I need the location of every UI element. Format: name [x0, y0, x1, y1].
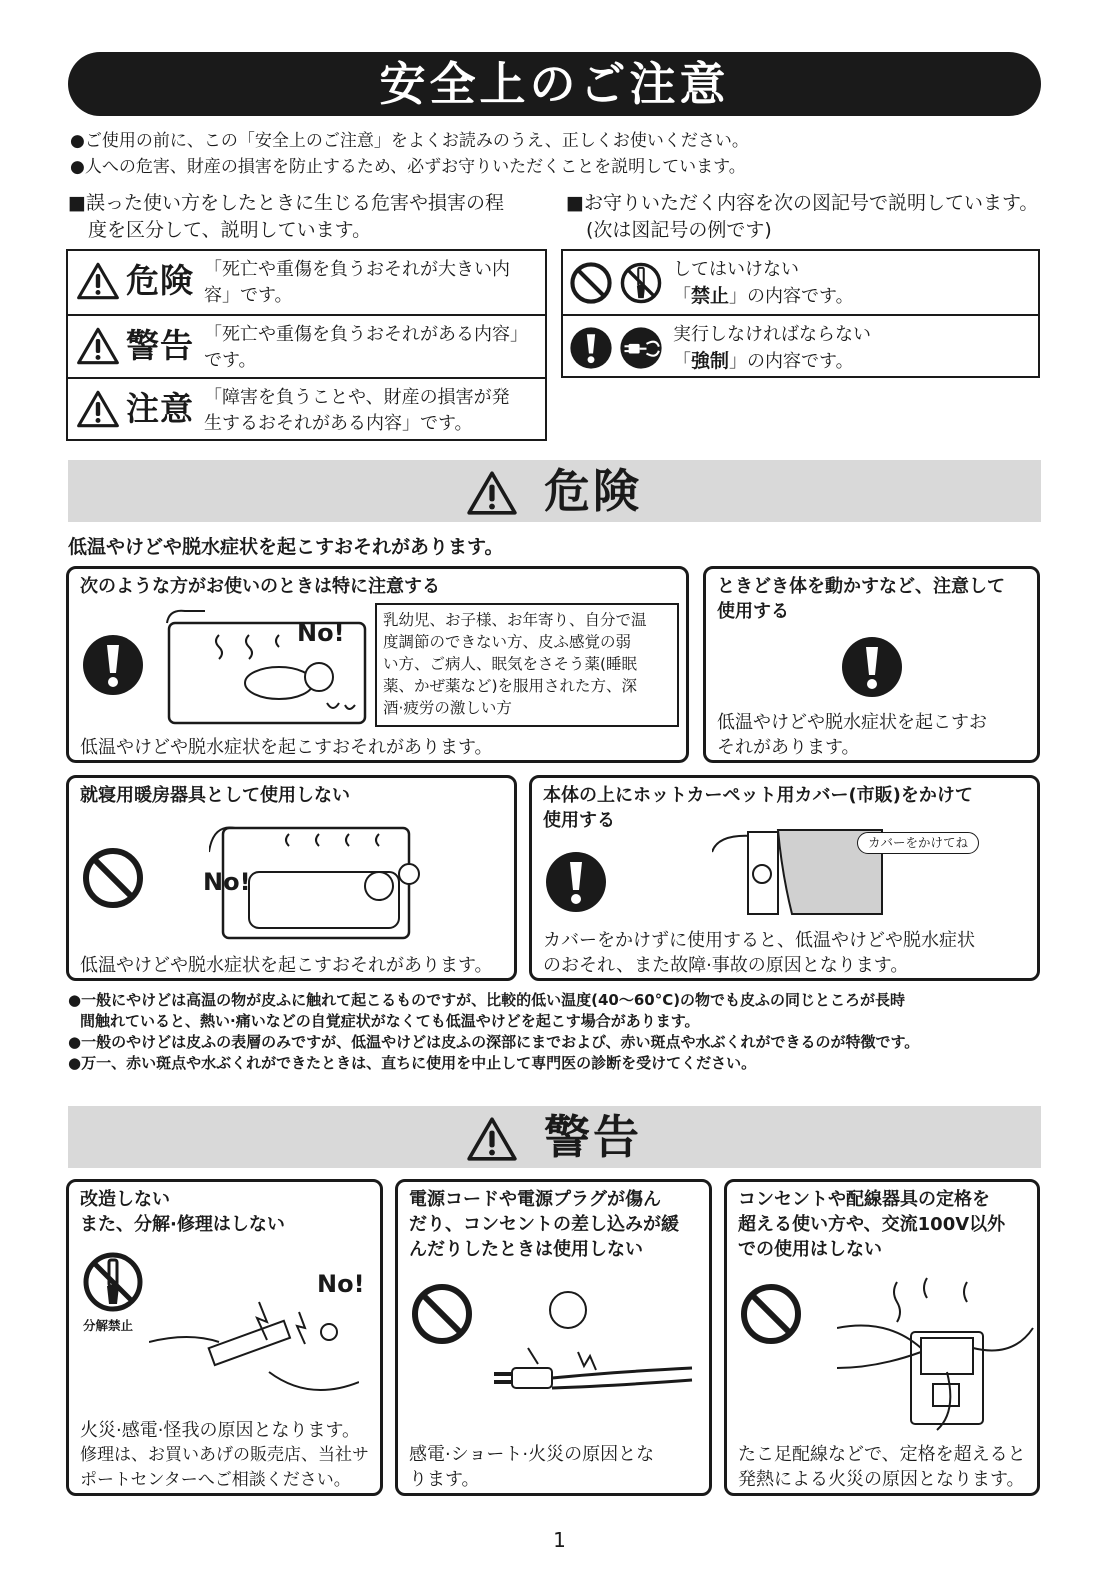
- severity-desc: 「死亡や重傷を負うおそれが大きい内 容」です。: [204, 259, 510, 306]
- danger-heading-band: [68, 460, 1041, 522]
- severity-desc: 「死亡や重傷を負うおそれがある内容」 です。: [204, 324, 528, 371]
- symbol-desc: してはいけない 「禁止」の内容です。: [673, 259, 854, 307]
- symbol-explain: ■お守りいただく内容を次の図記号で説明しています。 (次は図記号の例です): [566, 192, 1039, 241]
- card-title: 就寝用暖房器具として使用しない: [80, 785, 350, 806]
- card-footer: 感電·ショート·火災の原因とな ります。: [409, 1444, 655, 1490]
- symbol-mandatory-row: [563, 314, 1038, 377]
- card-title: 本体の上にホットカーペット用カバー(市販)をかけて 使用する: [543, 785, 973, 831]
- intro-line-1: ●ご使用の前に、この「安全上のご注意」をよくお読みのうえ、正しくお使いください。: [70, 131, 749, 151]
- no-exclaim-text: No!: [317, 1270, 365, 1298]
- card-footer: たこ足配線などで、定格を超えると 発熱による火災の原因となります。: [738, 1444, 1026, 1490]
- danger-subheading: 低温やけどや脱水症状を起こすおそれがあります。: [68, 536, 504, 558]
- card-footer: 低温やけどや脱水症状を起こすお それがあります。: [717, 712, 987, 758]
- card-no-modification: [66, 1179, 383, 1496]
- no-exclaim-text: No!: [203, 868, 251, 896]
- warning-triangle-icon: [466, 1116, 518, 1162]
- page-title: 安全上のご注意: [68, 52, 1041, 116]
- sleeping-on-carpet-illustration: [209, 814, 489, 944]
- card-no-sleep-heater: [66, 775, 517, 981]
- warning-triangle-icon: [76, 389, 120, 429]
- damaged-plug-illustration: [488, 1282, 698, 1412]
- severity-caution-row: [68, 377, 545, 440]
- severity-desc: 「障害を負うことや、財産の損害が発 生するおそれがある内容」です。: [204, 387, 510, 434]
- card-use-cover: [529, 775, 1040, 981]
- warning-heading: 警告: [544, 1110, 642, 1164]
- severity-warning-row: [68, 314, 545, 377]
- prohibit-icon: [569, 261, 613, 305]
- card-footer: 低温やけどや脱水症状を起こすおそれがあります。: [80, 955, 493, 976]
- warning-triangle-icon: [76, 326, 120, 366]
- card-title: 改造しない また、分解·修理はしない: [80, 1189, 285, 1235]
- icon-label: 分解禁止: [83, 1318, 134, 1333]
- speech-bubble: カバーをかけてね: [857, 832, 979, 854]
- card-special-care: [66, 566, 689, 763]
- symbol-prohibit-row: [563, 251, 1038, 314]
- symbol-table: [561, 249, 1040, 378]
- symbol-desc: 実行しなければならない 「強制」の内容です。: [673, 324, 871, 372]
- card-footer: 低温やけどや脱水症状を起こすおそれがあります。: [80, 737, 493, 758]
- card-rated-power: [724, 1179, 1040, 1496]
- no-disassembly-icon: [81, 1250, 145, 1314]
- severity-explain: ■誤った使い方をしたときに生じる危害や損害の程 度を区分して、説明しています。: [68, 192, 504, 241]
- warning-triangle-icon: [466, 470, 518, 516]
- warning-heading-band: [68, 1106, 1041, 1168]
- severity-word: 注意: [126, 389, 194, 428]
- card-title: ときどき体を動かすなど、注意して 使用する: [717, 576, 1005, 622]
- prohibit-icon: [410, 1282, 474, 1346]
- card-footer: カバーをかけずに使用すると、低温やけどや脱水症状 のおそれ、また故障·事故の原因となります。: [543, 930, 975, 976]
- card-title: 電源コードや電源プラグが傷ん だり、コンセントの差し込みが緩 んだりしたときは使用しない: [409, 1189, 679, 1260]
- mandatory-icon: [81, 633, 145, 697]
- intro-line-2: ●人への危害、財産の損害を防止するため、必ずお守りいただくことを説明しています。: [70, 157, 746, 177]
- severity-danger-row: [68, 251, 545, 314]
- severity-table: [66, 249, 547, 441]
- card-title: 次のような方がお使いのときは特に注意する: [80, 576, 440, 597]
- card-footer: 火災·感電·怪我の原因となります。 修理は、お買いあげの販売店、当社サ ポートセンターへご相談ください。: [80, 1420, 369, 1490]
- no-exclaim-text: No!: [297, 619, 345, 647]
- danger-heading: 危険: [544, 464, 642, 518]
- mandatory-icon: [840, 635, 904, 699]
- prohibit-icon: [739, 1282, 803, 1346]
- mandatory-icon: [544, 850, 608, 914]
- warning-triangle-icon: [76, 261, 120, 301]
- prohibit-icon: [81, 846, 145, 910]
- mandatory-icon: [569, 326, 613, 370]
- danger-notes: ●一般にやけどは高温の物が皮ふに触れて起こるものですが、比較的低い温度(40〜60°C)の物でも皮ふの同じところが長時 間触れていると、熱い·痛いなどの自覚症状がなくても低温やけどを起こす場合があります。 ●一般のやけどは皮ふの表層のみですが、低温やけどは皮ふの深部にまでおよび、赤い斑点や水ぶくれができるのが特徴です。 ●万一、赤い斑点や水ぶくれができたときは、直ちに使用を中止して専門医の診断を受けてください。: [68, 991, 920, 1072]
- octopus-wiring-illustration: [837, 1272, 1037, 1432]
- unplug-icon: [619, 326, 663, 370]
- severity-word: 危険: [126, 261, 194, 300]
- vulnerable-people-list: 乳幼児、お子様、お年寄り、自分で温 度調節のできない方、皮ふ感覚の弱 い方、ご病人、眠気をさそう薬(睡眠 薬、かぜ薬など)を服用された方、深 酒·疲労の激しい方: [375, 603, 679, 727]
- card-damaged-cord: [395, 1179, 712, 1496]
- card-title: コンセントや配線器具の定格を 超える使い方や、交流100V以外 での使用はしない: [738, 1189, 1006, 1260]
- card-move-body: [703, 566, 1040, 763]
- severity-word: 警告: [126, 326, 194, 365]
- no-disassembly-icon: [619, 261, 663, 305]
- disassembly-illustration: [149, 1282, 359, 1402]
- page-number: 1: [553, 1528, 566, 1552]
